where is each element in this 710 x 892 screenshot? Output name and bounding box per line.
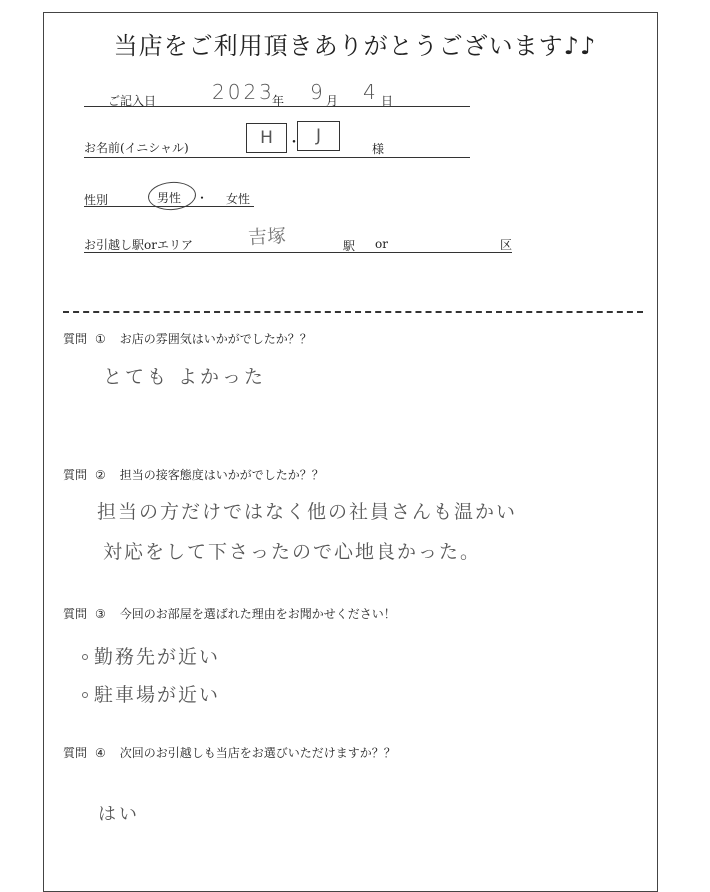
answer-4-line-1: はい	[98, 804, 140, 825]
question-2-number: ②	[95, 468, 106, 482]
question-3-text: 今回のお部屋を選ばれた理由をお聞かせください！	[119, 607, 396, 621]
date-year: 2023	[212, 80, 275, 104]
question-3-number: ③	[95, 607, 106, 621]
gender-underline	[84, 206, 254, 207]
name-underline	[84, 157, 470, 158]
question-4-number: ④	[95, 746, 106, 760]
answer-2-line-2: 対応をして下さったので心地良かった。	[103, 541, 482, 563]
date-day-unit: 日	[381, 94, 394, 108]
answer-1-line-1: とても よかった	[103, 366, 267, 388]
answer-2-line-1: 担当の方だけではなく他の社員さんも温かい	[97, 501, 518, 523]
answer-3-line-1: 勤務先が近い	[94, 646, 221, 668]
area-underline	[84, 252, 512, 253]
question-4	[63, 744, 396, 761]
initial-box-1: H	[246, 123, 287, 153]
gender-label: 性別	[84, 193, 109, 207]
gender-male: 男性	[157, 191, 182, 205]
bullet-dot	[82, 692, 88, 698]
question-2-prefix: 質問	[63, 468, 88, 482]
question-1-text: お店の雰囲気はいかがでしたか？？	[119, 332, 312, 346]
ward-label: 区	[500, 238, 513, 252]
question-2-text: 担当の接客態度はいかがでしたか？？	[119, 468, 324, 482]
or-label: or	[375, 237, 388, 251]
honorific-label: 様	[372, 142, 385, 156]
question-2	[63, 466, 324, 483]
bullet-dot	[82, 654, 88, 660]
station-label: 駅	[343, 239, 356, 253]
question-1-number: ①	[95, 332, 106, 346]
gender-female: 女性	[226, 192, 251, 206]
question-3-prefix: 質問	[63, 607, 88, 621]
gender-separator: ・	[196, 191, 209, 205]
date-label: ご記入日	[108, 94, 157, 108]
initial-separator: ・	[287, 135, 301, 151]
question-4-text: 次回のお引越しも当店をお選びいただけますか？？	[119, 746, 396, 760]
name-label: お名前(イニシャル)	[84, 141, 189, 155]
date-year-unit: 年	[272, 94, 285, 108]
area-value: 吉塚	[247, 225, 287, 249]
date-day: 4	[363, 80, 376, 104]
answer-3-line-2: 駐車場が近い	[94, 684, 221, 706]
date-month: 9	[310, 80, 323, 104]
question-3	[63, 605, 396, 622]
form-title: 当店をご利用頂きありがとうございます♪♪	[113, 32, 597, 60]
question-1-prefix: 質問	[63, 332, 88, 346]
initial-box-2: J	[297, 121, 340, 151]
area-label: お引越し駅orエリア	[84, 238, 193, 252]
question-1	[63, 330, 312, 347]
question-4-prefix: 質問	[63, 746, 88, 760]
section-divider	[63, 311, 643, 313]
date-month-unit: 月	[326, 94, 339, 108]
date-underline	[84, 106, 470, 107]
